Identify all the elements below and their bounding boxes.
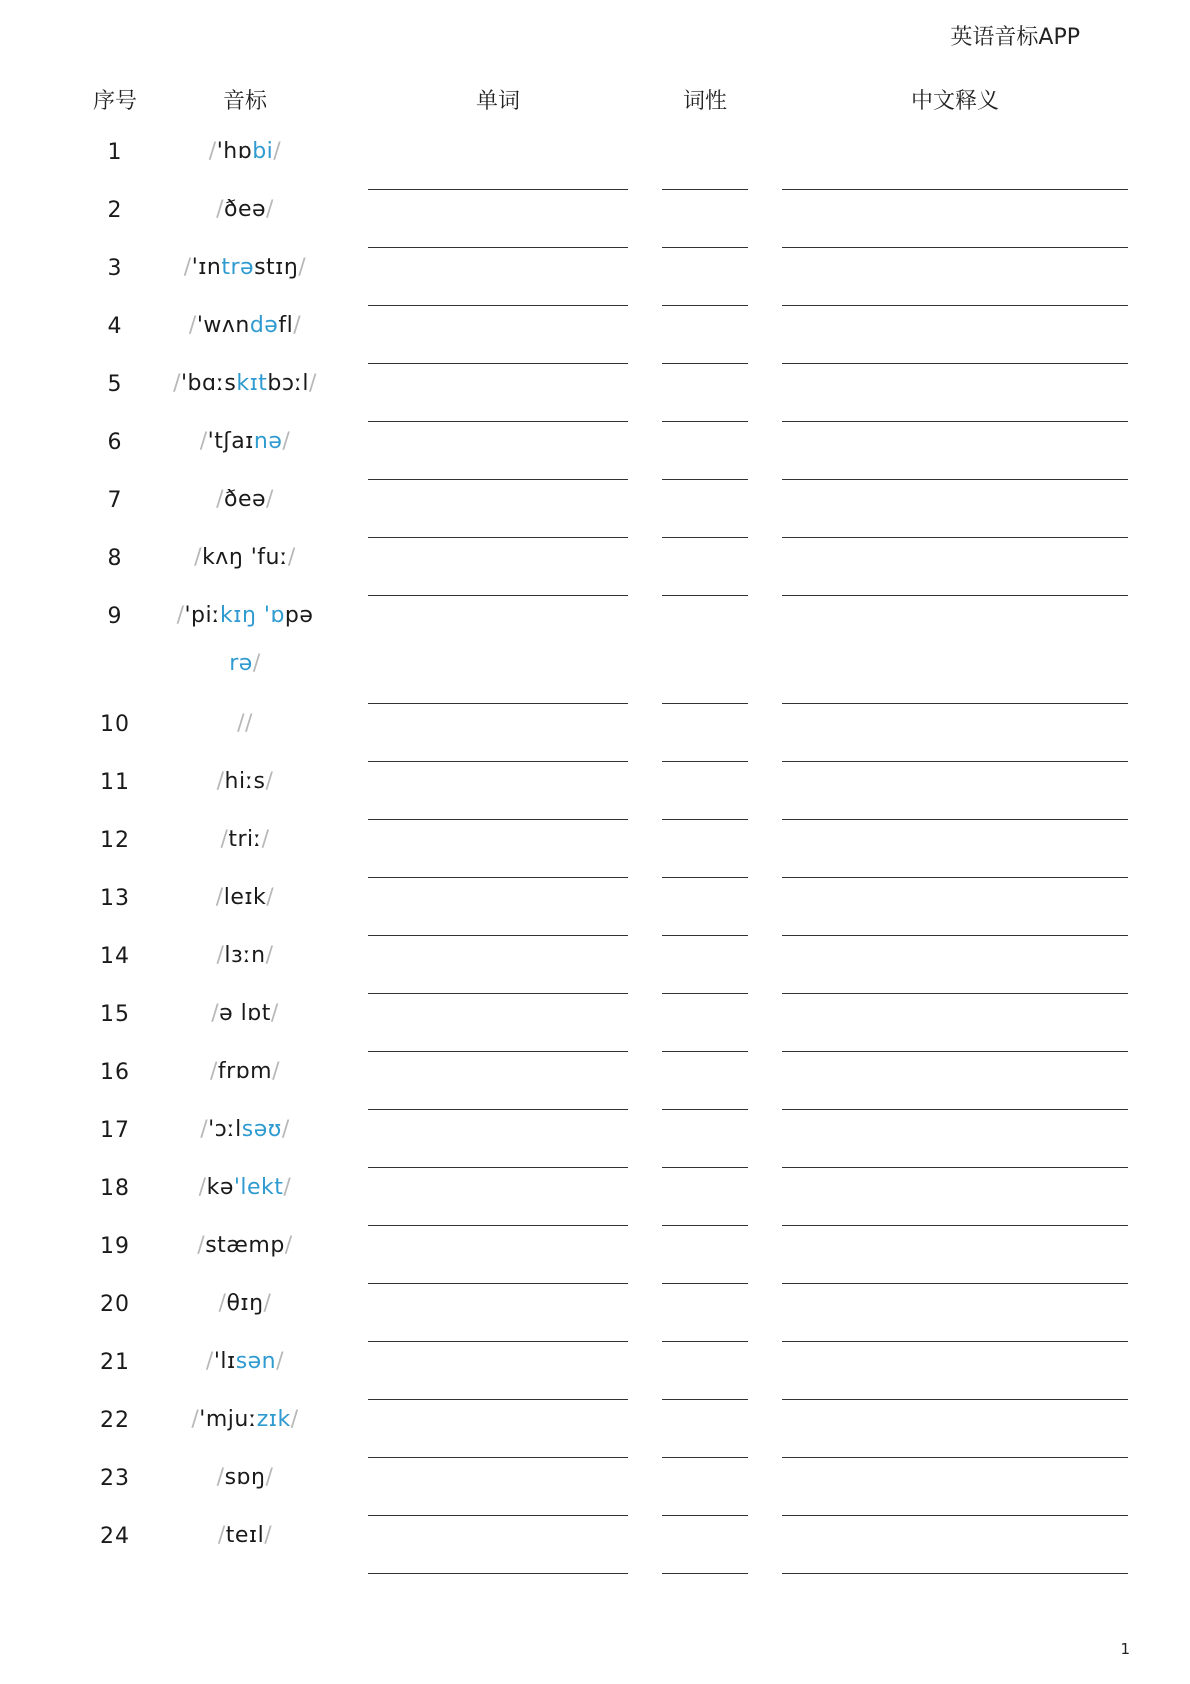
table-row (0, 1342, 1190, 1400)
phonetic-transcription (160, 1164, 330, 1212)
phonetic-segment: kə (206, 1175, 234, 1200)
slash-open: / (205, 1349, 214, 1374)
page-number: 1 (1120, 1640, 1130, 1658)
phonetic-transcription (160, 418, 330, 466)
phonetic-highlight: kɪŋ 'ɒ (220, 603, 285, 628)
slash-close: / (264, 1523, 273, 1548)
slash-close: / (308, 371, 317, 396)
table-header (0, 84, 1190, 120)
table-row (0, 248, 1190, 306)
phonetic-segment: pə (284, 603, 314, 628)
phonetic-transcription (160, 128, 330, 176)
phonetic-segment: ə lɒt (219, 1001, 271, 1026)
slash-close: / (252, 651, 261, 676)
phonetic-segment: stæmp (205, 1233, 285, 1258)
slash-open: / (215, 885, 224, 910)
phonetic-highlight: bi (252, 139, 274, 164)
slash-open: / (218, 1291, 227, 1316)
table-row (0, 1516, 1190, 1574)
row-number: 24 (100, 1524, 130, 1549)
table-row (0, 936, 1190, 994)
table-row (0, 538, 1190, 596)
word-answer-line[interactable] (368, 1573, 628, 1574)
slash-open: / (208, 139, 217, 164)
slash-close: / (283, 1175, 292, 1200)
table-row (0, 1226, 1190, 1284)
phonetic-transcription (160, 1106, 330, 1154)
row-number: 16 (100, 1060, 130, 1085)
phonetic-segment: 'lɪ (213, 1349, 236, 1374)
phonetic-transcription (160, 1396, 330, 1444)
slash-close: / (276, 1349, 285, 1374)
phonetic-segment: sɒŋ (224, 1465, 266, 1490)
phonetic-highlight: də (249, 313, 279, 338)
phonetic-transcription (160, 990, 330, 1038)
table-row (0, 1400, 1190, 1458)
table-row (0, 190, 1190, 248)
slash-close: / (265, 769, 274, 794)
header-number: 序号 (92, 89, 137, 114)
slash-close: / (293, 313, 302, 338)
phonetic-transcription (160, 816, 330, 864)
row-number: 23 (100, 1466, 130, 1491)
phonetic-transcription (160, 360, 330, 408)
phonetic-transcription (160, 302, 330, 350)
phonetic-segment: 'bɑːs (181, 371, 237, 396)
phonetic-segment: 'ɔːl (208, 1117, 242, 1142)
table-row (0, 1168, 1190, 1226)
slash-open: / (211, 1001, 220, 1026)
row-number: 8 (107, 546, 123, 571)
table-row (0, 480, 1190, 538)
row-number: 19 (100, 1234, 130, 1259)
pos-answer-line[interactable] (662, 1573, 748, 1574)
phonetic-transcription (160, 244, 330, 292)
slash-open: / (173, 371, 181, 396)
row-number: 5 (107, 372, 123, 397)
table-row (0, 820, 1190, 878)
phonetic-segment: 'mjuː (199, 1407, 257, 1432)
slash-open: / (220, 827, 229, 852)
phonetic-segment: 'piː (184, 603, 221, 628)
table-row (0, 704, 1190, 762)
phonetic-segment: 'ɪn (191, 255, 222, 280)
slash-close: / (245, 711, 253, 736)
table-row (0, 878, 1190, 936)
phonetic-highlight: rə (229, 651, 253, 676)
slash-open: / (216, 943, 225, 968)
table-row (0, 132, 1190, 190)
phonetic-transcription (160, 932, 330, 980)
row-number: 12 (100, 828, 130, 853)
phonetic-highlight: trə (221, 255, 255, 280)
row-number: 15 (100, 1002, 130, 1027)
row-number: 21 (100, 1350, 130, 1375)
slash-close: / (265, 943, 274, 968)
header-part-of-speech: 词性 (682, 89, 727, 114)
slash-close: / (287, 545, 296, 570)
slash-close: / (265, 1465, 274, 1490)
phonetic-highlight: sən (235, 1349, 277, 1374)
slash-open: / (216, 769, 225, 794)
phonetic-transcription (160, 476, 330, 524)
slash-close: / (270, 1001, 279, 1026)
phonetic-transcription (160, 700, 330, 748)
phonetic-transcription (160, 1454, 330, 1502)
meaning-answer-line[interactable] (782, 1573, 1128, 1574)
slash-open: / (198, 1175, 207, 1200)
phonetic-segment: leɪk (223, 885, 267, 910)
slash-open: / (216, 487, 224, 512)
slash-close: / (281, 1117, 290, 1142)
phonetic-transcription (160, 592, 330, 688)
vocabulary-table (0, 132, 1190, 1574)
slash-close: / (284, 1233, 293, 1258)
phonetic-transcription (160, 1222, 330, 1270)
table-row (0, 1284, 1190, 1342)
row-number: 20 (100, 1292, 130, 1317)
row-number: 18 (100, 1176, 130, 1201)
phonetic-segment: θɪŋ (226, 1291, 264, 1316)
table-row (0, 1458, 1190, 1516)
phonetic-transcription (160, 1512, 330, 1560)
phonetic-segment: frɒm (217, 1059, 273, 1084)
row-number: 6 (107, 430, 123, 455)
slash-close: / (290, 1407, 299, 1432)
row-number: 13 (100, 886, 130, 911)
phonetic-segment: ðeə (223, 197, 267, 222)
slash-open: / (191, 1407, 200, 1432)
row-number: 4 (107, 314, 123, 339)
phonetic-segment: ðeə (223, 487, 267, 512)
phonetic-highlight: kɪt (236, 371, 268, 396)
table-row (0, 994, 1190, 1052)
phonetic-highlight: səʊ (241, 1117, 282, 1142)
table-row (0, 1110, 1190, 1168)
row-number: 10 (100, 712, 130, 737)
phonetic-segment: 'tʃaɪ (207, 429, 254, 454)
phonetic-highlight: zɪk (256, 1407, 291, 1432)
slash-open: / (216, 1465, 225, 1490)
slash-open: / (217, 1523, 226, 1548)
slash-close: / (266, 197, 274, 222)
phonetic-segment: lɜːn (224, 943, 266, 968)
table-row (0, 762, 1190, 820)
row-number: 14 (100, 944, 130, 969)
phonetic-segment: fl (278, 313, 294, 338)
slash-open: / (216, 197, 224, 222)
slash-close: / (261, 827, 270, 852)
table-row (0, 596, 1190, 704)
header-chinese-meaning: 中文释义 (910, 89, 999, 114)
table-row (0, 364, 1190, 422)
slash-open: / (176, 603, 185, 628)
row-number: 17 (100, 1118, 130, 1143)
phonetic-segment: hiːs (224, 769, 266, 794)
header-phonetic: 音标 (222, 89, 267, 114)
phonetic-segment: stɪŋ (254, 255, 299, 280)
phonetic-segment: bɔːl (267, 371, 309, 396)
slash-close: / (263, 1291, 272, 1316)
slash-close: / (272, 1059, 281, 1084)
row-number: 3 (107, 256, 123, 281)
table-row (0, 1052, 1190, 1110)
slash-open: / (197, 1233, 206, 1258)
row-number: 22 (100, 1408, 130, 1433)
header-word: 单词 (475, 89, 520, 114)
phonetic-transcription (160, 1338, 330, 1386)
phonetic-segment: 'wʌn (196, 313, 250, 338)
phonetic-highlight: nə (253, 429, 283, 454)
slash-open: / (199, 429, 208, 454)
slash-open: / (237, 711, 245, 736)
row-number: 9 (107, 604, 123, 629)
phonetic-transcription (160, 758, 330, 806)
row-number: 2 (107, 198, 123, 223)
table-row (0, 306, 1190, 364)
phonetic-segment: kʌŋ 'fuː (202, 545, 288, 570)
slash-open: / (209, 1059, 218, 1084)
slash-open: / (194, 545, 203, 570)
slash-close: / (266, 885, 275, 910)
slash-open: / (188, 313, 197, 338)
phonetic-segment: 'hɒ (216, 139, 253, 164)
slash-open: / (183, 255, 192, 280)
slash-close: / (282, 429, 291, 454)
row-number: 7 (107, 488, 123, 513)
phonetic-segment: teɪl (225, 1523, 265, 1548)
row-number: 11 (100, 770, 130, 795)
slash-close: / (273, 139, 282, 164)
phonetic-segment: triː (228, 827, 262, 852)
phonetic-transcription (160, 534, 330, 582)
app-title: 英语音标APP (950, 25, 1080, 50)
phonetic-transcription (160, 1280, 330, 1328)
phonetic-transcription (160, 874, 330, 922)
slash-close: / (298, 255, 307, 280)
slash-open: / (200, 1117, 209, 1142)
phonetic-transcription (160, 1048, 330, 1096)
slash-close: / (266, 487, 274, 512)
phonetic-highlight: 'lekt (233, 1175, 284, 1200)
table-row (0, 422, 1190, 480)
row-number: 1 (107, 140, 123, 165)
phonetic-transcription (160, 186, 330, 234)
